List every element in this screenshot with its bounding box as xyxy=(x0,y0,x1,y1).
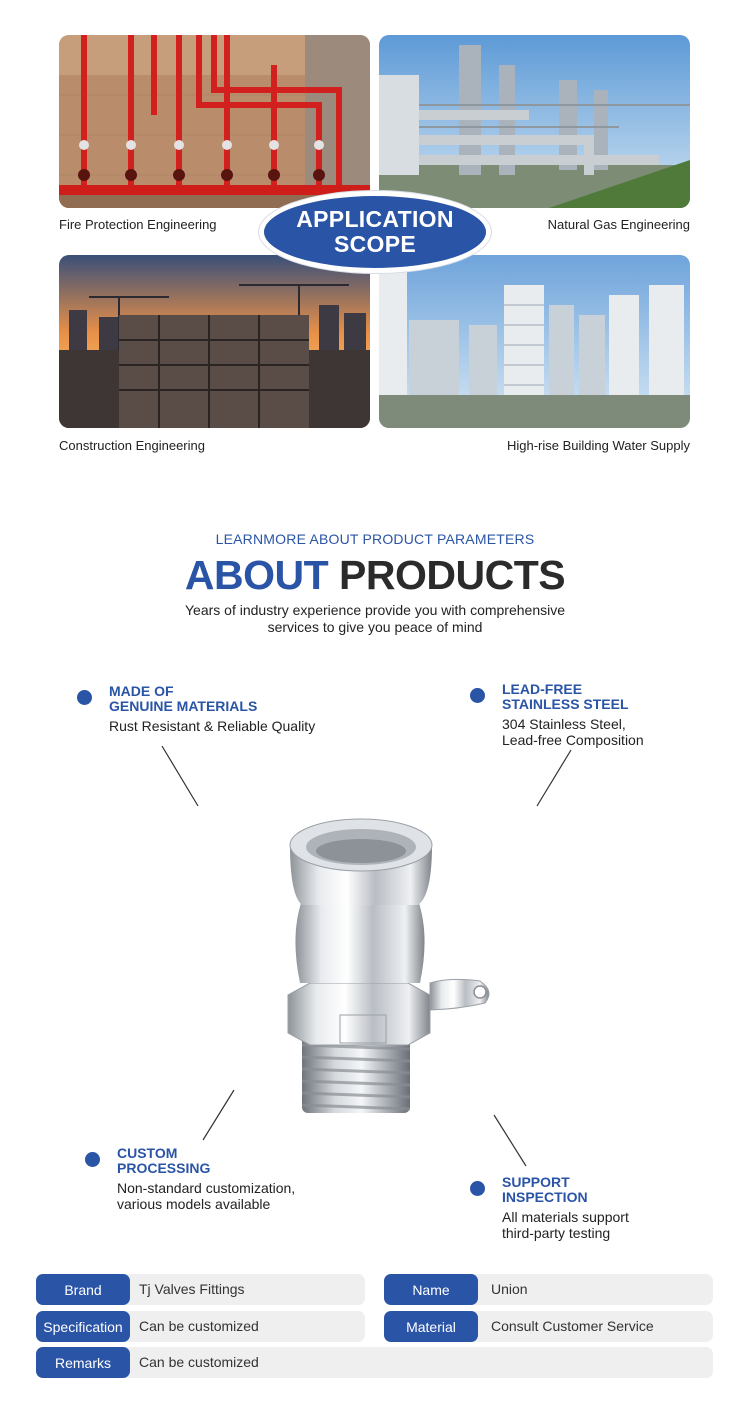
param-value: Can be customized xyxy=(139,1318,259,1334)
title-blue: ABOUT xyxy=(184,552,329,598)
param-row-material xyxy=(384,1311,713,1342)
feature-title: CUSTOM PROCESSING xyxy=(117,1145,211,1176)
construction-photo xyxy=(59,255,370,428)
title-dark: PRODUCTS xyxy=(339,552,566,598)
bullet-dot xyxy=(77,690,92,705)
product-image xyxy=(280,805,500,1120)
param-value: Consult Customer Service xyxy=(491,1318,654,1334)
photo-caption: Construction Engineering xyxy=(59,438,205,453)
bullet-dot xyxy=(470,688,485,703)
section-eyebrow: LEARNMORE ABOUT PRODUCT PARAMETERS xyxy=(215,531,535,547)
param-row-specification xyxy=(36,1311,365,1342)
feature-desc: 304 Stainless Steel, Lead-free Composition xyxy=(502,716,644,748)
subtitle-line: services to give you peace of mind xyxy=(267,619,483,635)
fire-protection-photo xyxy=(59,35,370,208)
natural-gas-photo xyxy=(379,35,690,208)
param-key: Specification xyxy=(36,1311,130,1342)
page-title xyxy=(0,552,750,599)
param-key: Remarks xyxy=(36,1347,130,1378)
high-rise-photo xyxy=(379,255,690,428)
photo-caption: Natural Gas Engineering xyxy=(547,217,690,232)
param-key: Material xyxy=(384,1311,478,1342)
param-value: Union xyxy=(491,1281,528,1297)
param-row-brand xyxy=(36,1274,365,1305)
feature-title: LEAD-FREE STAINLESS STEEL xyxy=(502,681,629,712)
feature-title: SUPPORT INSPECTION xyxy=(502,1174,588,1205)
photo-caption: Fire Protection Engineering xyxy=(59,217,217,232)
param-row-name xyxy=(384,1274,713,1305)
feature-desc: Non-standard customization, various models available xyxy=(117,1180,296,1212)
badge-line: SCOPE xyxy=(333,231,417,257)
badge-line: APPLICATION xyxy=(296,206,454,232)
bullet-dot xyxy=(85,1152,100,1167)
subtitle-line: Years of industry experience provide you with comprehensive xyxy=(184,602,566,618)
bullet-dot xyxy=(470,1181,485,1196)
application-scope-badge xyxy=(259,191,491,273)
feature-title: MADE OF GENUINE MATERIALS xyxy=(109,683,258,714)
feature-desc: All materials support third-party testing xyxy=(502,1209,629,1241)
param-value: Can be customized xyxy=(139,1354,259,1370)
param-value: Tj Valves Fittings xyxy=(139,1281,245,1297)
photo-caption: High-rise Building Water Supply xyxy=(506,438,690,453)
feature-desc: Rust Resistant & Reliable Quality xyxy=(109,718,316,734)
param-key: Name xyxy=(384,1274,478,1305)
param-row-remarks xyxy=(36,1347,713,1378)
param-key: Brand xyxy=(36,1274,130,1305)
section-subtitle xyxy=(0,602,750,636)
